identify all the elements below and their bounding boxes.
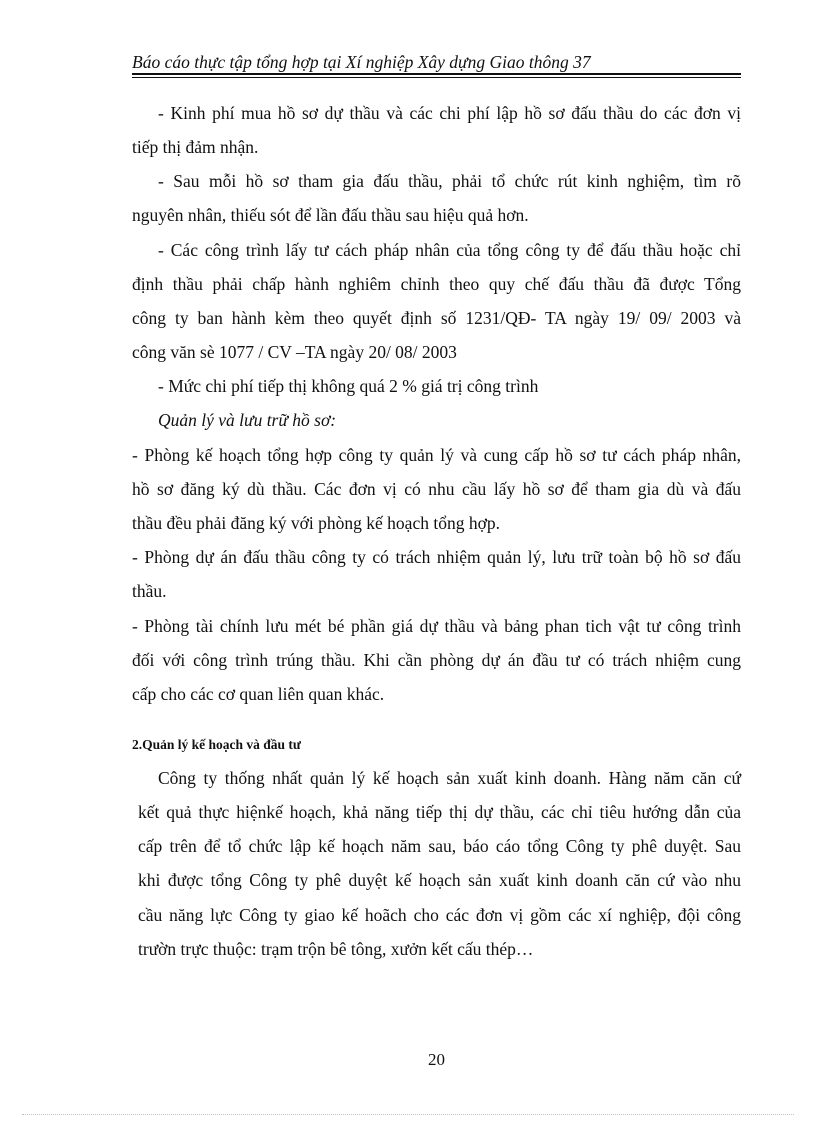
body-line-17: đối với công trình trúng thầu. Khi cần phòng dự án đầu tư có trách nhiệm cung: [132, 650, 741, 670]
body-line-2: tiếp thị đảm nhận.: [132, 137, 259, 157]
body-line-23: khi được tổng Công ty phê duyệt kế hoạch sản xuất kinh doanh căn cứ vào nhu: [138, 870, 741, 890]
section-heading: 2.Quản lý kế hoạch và đầu tư: [132, 737, 302, 752]
body-line-21: kết quả thực hiệnkế hoạch, khả năng tiếp thị dự thầu, các chỉ tiêu hướng dẫn của: [138, 802, 741, 822]
body-line-4: nguyên nhân, thiếu sót để lần đấu thầu sau hiệu quả hơn.: [132, 205, 529, 225]
body-line-5: - Các công trình lấy tư cách pháp nhân của tổng công ty để đấu thầu hoặc chỉ: [158, 240, 741, 260]
body-line-15: thầu.: [132, 581, 167, 601]
page-number: 20: [428, 1050, 445, 1069]
body-line-8: công văn sè 1077 / CV –TA ngày 20/ 08/ 2003: [132, 342, 457, 362]
body-line-22: cấp trên để tổ chức lập kế hoạch năm sau, báo cáo tổng Công ty phê duyệt. Sau: [138, 836, 741, 856]
body-line-14: - Phòng dự án đấu thầu công ty có trách nhiệm quản lý, lưu trữ toàn bộ hồ sơ đấu: [132, 547, 741, 567]
body-line-1: - Kinh phí mua hồ sơ dự thầu và các chi phí lập hồ sơ đấu thầu do các đơn vị: [158, 103, 741, 123]
body-line-12: hồ sơ đăng ký dù thầu. Các đơn vị có nhu cầu lấy hồ sơ để tham gia dù và đấu: [132, 479, 741, 499]
body-line-6: định thầu phải chấp hành nghiêm chỉnh theo quy chế đấu thầu đã được Tổng: [132, 274, 741, 294]
body-line-7: công ty ban hành kèm theo quyết định số 1231/QĐ- TA ngày 19/ 09/ 2003 và: [132, 308, 741, 328]
header-title: Báo cáo thực tập tổng hợp tại Xí nghiệp Xây dựng Giao thông 37: [132, 52, 591, 72]
body-line-3: - Sau mỗi hồ sơ tham gia đấu thầu, phải tổ chức rút kinh nghiệm, tìm rõ: [158, 171, 741, 191]
section-subheading: Quản lý và lưu trữ hồ sơ:: [158, 410, 337, 430]
header-rule-thin: [132, 77, 741, 78]
body-line-13: thầu đều phải đăng ký với phòng kế hoạch tổng hợp.: [132, 513, 500, 533]
body-line-16: - Phòng tài chính lưu mét bé phần giá dự thầu và bảng phan tich vật tư công trình: [132, 616, 741, 636]
page-bottom-divider: [22, 1114, 794, 1115]
body-line-24: cầu năng lực Công ty giao kế hoãch cho các đơn vị gồm các xí nghiệp, đội công: [138, 905, 741, 925]
body-line-25: trườn trực thuộc: trạm trộn bê tông, xưởn kết cấu thép…: [138, 939, 534, 959]
header-rule-thick: [132, 73, 741, 75]
body-line-18: cấp cho các cơ quan liên quan khác.: [132, 684, 385, 704]
body-line-11: - Phòng kế hoạch tổng hợp công ty quản lý và cung cấp hồ sơ tư cách pháp nhân,: [132, 445, 741, 465]
body-line-20: Công ty thống nhất quản lý kế hoạch sản xuất kinh doanh. Hàng năm căn cứ: [158, 768, 741, 788]
body-line-9: - Mức chi phí tiếp thị không quá 2 % giá trị công trình: [158, 376, 539, 396]
